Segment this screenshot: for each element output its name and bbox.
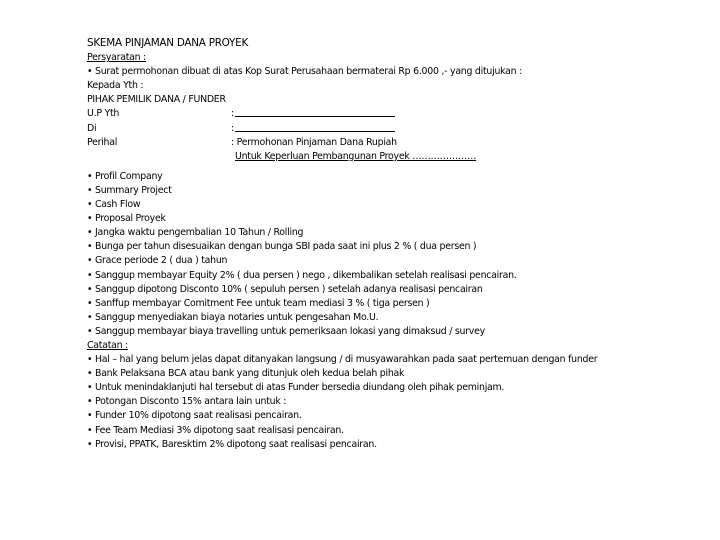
- field-label: Perihal: [87, 136, 118, 148]
- field-row-up: [87, 107, 687, 121]
- purpose-line: [87, 150, 687, 164]
- requirements-heading: Persyaratan :: [87, 52, 146, 64]
- list-item: • Summary Project: [87, 184, 172, 196]
- note-item: • Hal – hal yang belum jelas dapat ditanyakan langsung / di musyawarahkan pada saat pertemuan dengan funder: [87, 354, 598, 366]
- page-title: SKEMA PINJAMAN DANA PROYEK: [87, 37, 249, 49]
- letter-to: Kepada Yth :: [87, 80, 144, 92]
- document: [87, 36, 687, 452]
- note-item: • Bank Pelaksana BCA atau bank yang ditunjuk oleh kedua belah pihak: [87, 368, 405, 380]
- list-item: • Grace periode 2 ( dua ) tahun: [87, 255, 228, 267]
- field-label: U.P Yth: [87, 108, 120, 120]
- list-item: • Sanggup dipotong Disconto 10% ( sepuluh persen ) setelah adanya realisasi pencairan: [87, 283, 483, 295]
- list-item: • Bunga per tahun disesuaikan dengan bunga SBI pada saat ini plus 2 % ( dua persen ): [87, 241, 477, 253]
- purpose-text: Untuk Keperluan Pembangunan Proyek …………………: [235, 150, 477, 162]
- list-item: • Profil Company: [87, 170, 163, 182]
- notes-heading: Catatan :: [87, 339, 128, 351]
- field-value: :: [231, 108, 234, 120]
- blank-line: [235, 122, 395, 132]
- note-item: • Potongan Disconto 15% antara lain untuk :: [87, 396, 287, 408]
- requirements-list: [87, 170, 687, 339]
- note-item: • Untuk menindaklanjuti hal tersebut di atas Funder bersedia diundang oleh pihak peminjam.: [87, 382, 505, 394]
- blank-line: [235, 107, 395, 117]
- field-label: Di: [87, 122, 97, 134]
- list-item: • Jangka waktu pengembalian 10 Tahun / Rolling: [87, 227, 304, 239]
- list-item: • Sanffup membayar Comitment Fee untuk team mediasi 3 % ( tiga persen ): [87, 297, 430, 309]
- list-item: • Sanggup membayar biaya travelling untuk pemeriksaan lokasi yang dimaksud / survey: [87, 325, 485, 337]
- letter-intro: • Surat permohonan dibuat di atas Kop Surat Perusahaan bermaterai Rp 6.000 ,- yang ditujukan :: [87, 66, 522, 78]
- field-row-di: [87, 122, 687, 136]
- list-item: • Sanggup menyediakan biaya notaries untuk pengesahan Mo.U.: [87, 311, 379, 323]
- note-item: • Funder 10% dipotong saat realisasi pencairan.: [87, 410, 302, 422]
- field-value: : Permohonan Pinjaman Dana Rupiah: [231, 136, 397, 148]
- field-value: :: [231, 122, 234, 134]
- notes-list: [87, 353, 687, 452]
- note-item: • Fee Team Mediasi 3% dipotong saat realisasi pencairan.: [87, 424, 344, 436]
- note-item: • Provisi, PPATK, Baresktim 2% dipotong saat realisasi pencairan.: [87, 438, 377, 450]
- list-item: • Proposal Proyek: [87, 213, 166, 225]
- list-item: • Cash Flow: [87, 199, 141, 211]
- letter-recipient: PIHAK PEMILIK DANA / FUNDER: [87, 94, 226, 106]
- list-item: • Sanggup membayar Equity 2% ( dua persen ) nego , dikembalikan setelah realisasi pencairan.: [87, 269, 517, 281]
- field-row-perihal: [87, 136, 687, 150]
